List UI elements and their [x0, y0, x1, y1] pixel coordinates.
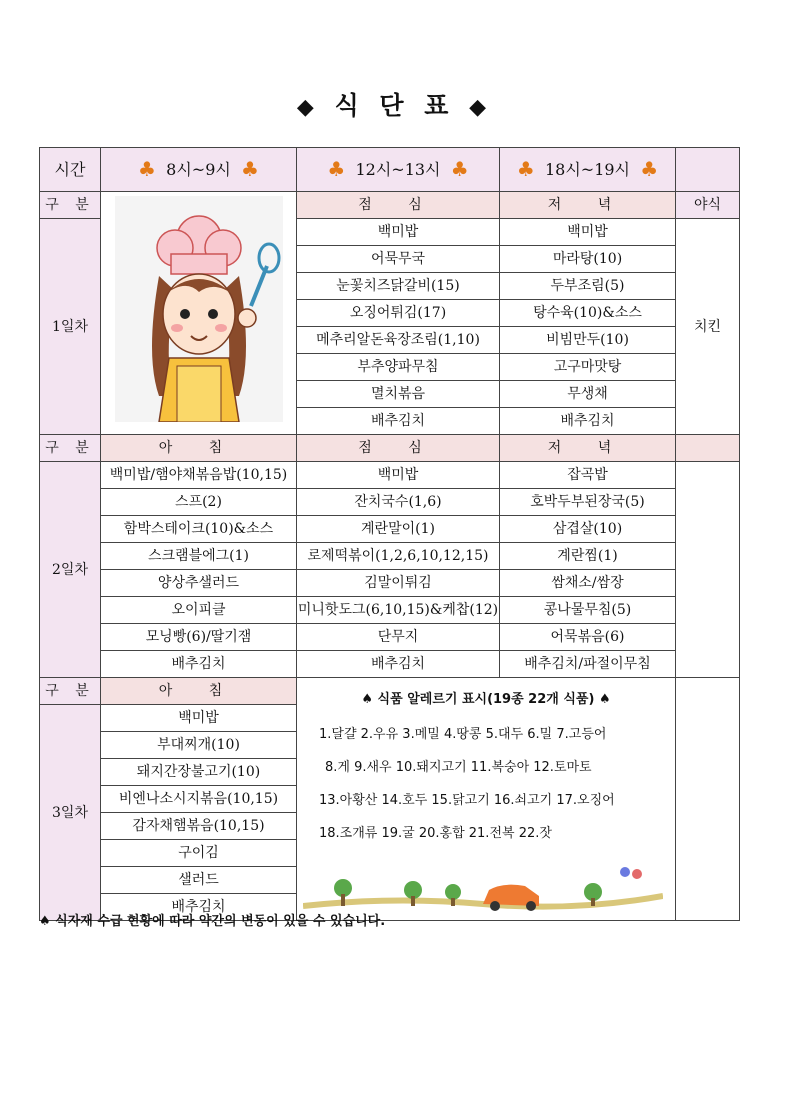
menu-item: 탕수육(10)&소스 — [500, 300, 676, 327]
menu-item: 배추김치 — [101, 651, 297, 678]
day-label: 1일차 — [40, 219, 101, 435]
snack-header: 야식 — [676, 192, 740, 219]
menu-item: 멸치볶음 — [297, 381, 500, 408]
lunch-header: 점 심 — [297, 435, 500, 462]
footnote: ♠ 식자재 수급 현황에 따라 약간의 변동이 있을 수 있습니다. — [39, 914, 386, 929]
dinner-header: 저 녁 — [500, 192, 676, 219]
time-header: 시간 — [40, 148, 101, 192]
menu-item: 잡곡밥 — [500, 462, 676, 489]
allergy-title: ♠ 식품 알레르기 표시(19종 22개 식품) ♠ — [361, 692, 611, 707]
menu-item: 눈꽃치즈닭갈비(15) — [297, 273, 500, 300]
menu-item: 잔치국수(1,6) — [297, 489, 500, 516]
menu-item: 양상추샐러드 — [101, 570, 297, 597]
chef-illustration-cell — [101, 192, 297, 435]
snack-empty — [676, 678, 740, 921]
menu-item: 비엔나소시지볶음(10,15) — [101, 786, 297, 813]
lunch-time: 12시~13시 — [355, 160, 441, 179]
breakfast-time-header — [101, 148, 297, 192]
menu-item: 미니핫도그(6,10,15)&케찹(12) — [297, 597, 500, 624]
club-icon: ♣ — [516, 157, 535, 181]
menu-item: 무생채 — [500, 381, 676, 408]
title-text: 식 단 표 — [334, 91, 455, 120]
menu-item: 백미밥 — [297, 219, 500, 246]
menu-item: 부대찌개(10) — [101, 732, 297, 759]
menu-item: 두부조림(5) — [500, 273, 676, 300]
dinner-time-header — [500, 148, 676, 192]
menu-item: 마라탕(10) — [500, 246, 676, 273]
club-icon: ♣ — [138, 157, 156, 181]
snack-header-empty — [676, 435, 740, 462]
menu-item: 스크램블에그(1) — [101, 543, 297, 570]
gubun-label: 구 분 — [40, 435, 101, 462]
gubun-label: 구 분 — [40, 678, 101, 705]
menu-item: 구이김 — [101, 840, 297, 867]
menu-item: 배추김치 — [101, 894, 297, 921]
menu-item: 오징어튀김(17) — [297, 300, 500, 327]
menu-item: 쌈채소/쌈장 — [500, 570, 676, 597]
menu-item: 백미밥 — [500, 219, 676, 246]
menu-item: 계란찜(1) — [500, 543, 676, 570]
menu-item: 배추김치 — [500, 408, 676, 435]
menu-item: 오이피클 — [101, 597, 297, 624]
lunch-time-header — [297, 148, 500, 192]
club-icon: ♣ — [450, 157, 469, 181]
club-icon: ♣ — [640, 157, 659, 181]
menu-item: 고구마맛탕 — [500, 354, 676, 381]
menu-item: 백미밥 — [297, 462, 500, 489]
menu-table — [39, 147, 740, 921]
snack-item: 치킨 — [676, 219, 740, 435]
menu-item: 백미밥/햄야채볶음밥(10,15) — [101, 462, 297, 489]
breakfast-header: 아 침 — [101, 678, 297, 705]
menu-item: 단무지 — [297, 624, 500, 651]
menu-item: 어묵볶음(6) — [500, 624, 676, 651]
menu-item: 함박스테이크(10)&소스 — [101, 516, 297, 543]
menu-item: 콩나물무침(5) — [500, 597, 676, 624]
breakfast-header: 아 침 — [101, 435, 297, 462]
snack-empty — [676, 462, 740, 678]
page-title — [0, 86, 789, 122]
menu-item: 모닝빵(6)/딸기잼 — [101, 624, 297, 651]
gubun-label: 구 분 — [40, 192, 101, 219]
menu-item: 스프(2) — [101, 489, 297, 516]
menu-item: 백미밥 — [101, 705, 297, 732]
breakfast-time: 8시~9시 — [166, 160, 231, 179]
club-icon: ♣ — [327, 157, 346, 181]
allergy-info — [297, 678, 676, 921]
dinner-header: 저 녁 — [500, 435, 676, 462]
diamond-icon: ◆ — [469, 94, 493, 120]
diamond-icon: ◆ — [296, 94, 320, 120]
menu-item: 샐러드 — [101, 867, 297, 894]
day-label: 3일차 — [40, 705, 101, 921]
day-label: 2일차 — [40, 462, 101, 678]
menu-item: 감자채햄볶음(10,15) — [101, 813, 297, 840]
menu-item: 김말이튀김 — [297, 570, 500, 597]
menu-item: 배추김치 — [297, 408, 500, 435]
menu-item: 메추리알돈육장조림(1,10) — [297, 327, 500, 354]
menu-item: 부추양파무침 — [297, 354, 500, 381]
menu-item: 배추김치/파절이무침 — [500, 651, 676, 678]
menu-item: 어묵무국 — [297, 246, 500, 273]
menu-item: 비빔만두(10) — [500, 327, 676, 354]
menu-item: 삼겹살(10) — [500, 516, 676, 543]
menu-item: 호박두부된장국(5) — [500, 489, 676, 516]
menu-item: 계란말이(1) — [297, 516, 500, 543]
menu-item: 배추김치 — [297, 651, 500, 678]
allergy-line: 18.조개류 19.굴 20.홍합 21.전복 22.잣 — [319, 826, 552, 841]
lunch-header: 점 심 — [297, 192, 500, 219]
menu-item: 로제떡볶이(1,2,6,10,12,15) — [297, 543, 500, 570]
menu-item: 돼지간장불고기(10) — [101, 759, 297, 786]
dinner-time: 18시~19시 — [544, 160, 631, 179]
chef-illustration — [115, 196, 283, 422]
allergy-line: 8.게 9.새우 10.돼지고기 11.복숭아 12.토마토 — [325, 760, 592, 775]
snack-time-header — [676, 148, 740, 192]
road-scene-illustration — [303, 866, 663, 916]
club-icon: ♣ — [241, 157, 259, 181]
allergy-line: 13.아황산 14.호두 15.닭고기 16.쇠고기 17.오징어 — [319, 793, 615, 808]
allergy-line: 1.달걀 2.우유 3.메밀 4.땅콩 5.대두 6.밀 7.고등어 — [319, 727, 607, 742]
